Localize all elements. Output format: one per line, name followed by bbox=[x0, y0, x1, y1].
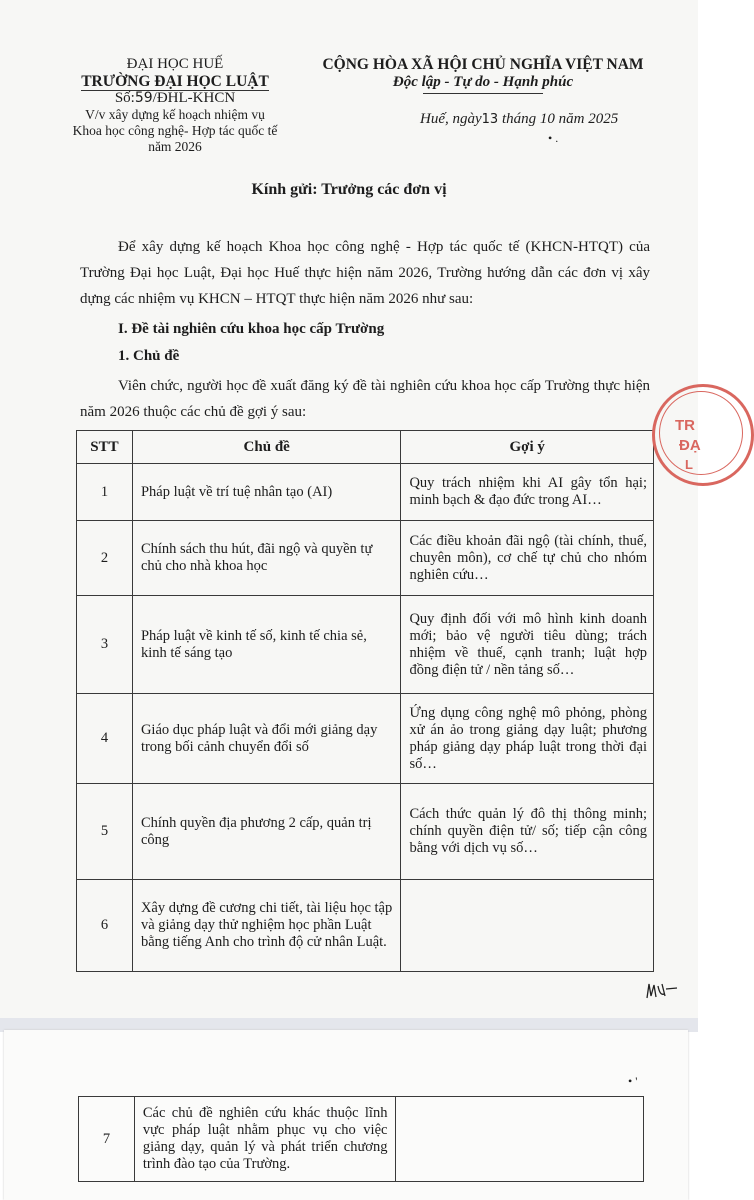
handwritten-number: 59 bbox=[134, 90, 153, 106]
header-hint: Gợi ý bbox=[401, 431, 654, 464]
row-number: 5 bbox=[77, 784, 133, 880]
nation-title: CỘNG HÒA XÃ HỘI CHỦ NGHĨA VIỆT NAM bbox=[322, 56, 644, 73]
row-number: 2 bbox=[77, 521, 133, 596]
ink-marks: • ' bbox=[628, 1074, 638, 1088]
document-number: Số:59/ĐHL-KHCN bbox=[114, 90, 236, 106]
table-row bbox=[77, 784, 654, 880]
header-topic: Chủ đề bbox=[132, 431, 401, 464]
stamp-text-3: L bbox=[685, 457, 693, 472]
table-row bbox=[77, 464, 654, 521]
row-topic: Các chủ đề nghiên cứu khác thuộc lĩnh vực pháp luật nhằm phục vụ cho việc giảng dạy, quản lý và phát triển chương trình đào tạo của Trường. bbox=[134, 1097, 396, 1182]
table-row bbox=[77, 521, 654, 596]
ink-marks: • . bbox=[548, 131, 559, 145]
recipient: Kính gửi: Trưởng các đơn vị bbox=[251, 181, 447, 198]
red-stamp bbox=[652, 384, 754, 486]
row-hint: Quy trách nhiệm khi AI gây tổn hại; minh bạch & đạo đức trong AI… bbox=[401, 464, 654, 521]
initials-signature bbox=[645, 980, 679, 1002]
row-hint: Ứng dụng công nghệ mô phỏng, phòng xử án ảo trong giảng dạy luật; phương pháp giảng dạy pháp luật trong thời đại số… bbox=[401, 694, 654, 784]
header-left bbox=[40, 56, 310, 155]
section-title: I. Đề tài nghiên cứu khoa học cấp Trường bbox=[118, 321, 385, 337]
table-row bbox=[77, 596, 654, 694]
row-hint: Các điều khoản đãi ngộ (tài chính, thuế, chuyên môn), cơ chế tự chủ cho nhóm nghiên cứu… bbox=[401, 521, 654, 596]
motto-underline bbox=[423, 93, 543, 94]
document-page-2 bbox=[4, 1030, 688, 1200]
subject-line-1: V/v xây dựng kế hoạch nhiệm vụ bbox=[85, 107, 265, 122]
row-topic: Xây dựng đề cương chi tiết, tài liệu học tập và giảng dạy thử nghiệm học phần Luật bằng tiếng Anh cho trình độ cử nhân Luật. bbox=[132, 880, 401, 972]
row-hint: Cách thức quản lý đô thị thông minh; chính quyền điện tử/ số; tiếp cận công bằng với dịch vụ số… bbox=[401, 784, 654, 880]
motto: Độc lập - Tự do - Hạnh phúc bbox=[392, 74, 574, 90]
topics-table bbox=[76, 430, 654, 972]
header-right bbox=[318, 56, 648, 94]
header-stt: STT bbox=[77, 431, 133, 464]
stamp-inner-ring bbox=[659, 391, 743, 475]
row-number: 3 bbox=[77, 596, 133, 694]
table-row bbox=[79, 1097, 644, 1182]
row-topic: Giáo dục pháp luật và đổi mới giảng dạy trong bối cảnh chuyển đổi số bbox=[132, 694, 401, 784]
stamp-text-2: ĐẠ bbox=[679, 437, 701, 454]
row-topic: Pháp luật về trí tuệ nhân tạo (AI) bbox=[132, 464, 401, 521]
row-topic: Chính quyền địa phương 2 cấp, quản trị công bbox=[132, 784, 401, 880]
subject-line-2: Khoa học công nghệ- Hợp tác quốc tế bbox=[72, 123, 278, 138]
row-hint: Quy định đối với mô hình kinh doanh mới; bảo vệ người tiêu dùng; trách nhiệm về thuế, cạnh tranh; luật hợp đồng điện tử / nền tảng số… bbox=[401, 596, 654, 694]
table-row bbox=[77, 880, 654, 972]
handwritten-day: 13 bbox=[481, 112, 499, 127]
university-name: ĐẠI HỌC HUẾ bbox=[126, 56, 224, 72]
school-name: TRƯỜNG ĐẠI HỌC LUẬT bbox=[81, 73, 269, 90]
row-number: 7 bbox=[79, 1097, 135, 1182]
row-number: 4 bbox=[77, 694, 133, 784]
table-header-row bbox=[77, 431, 654, 464]
row-number: 1 bbox=[77, 464, 133, 521]
topics-table-continued bbox=[78, 1096, 644, 1182]
table-row bbox=[77, 694, 654, 784]
topic-intro: Viên chức, người học đề xuất đăng ký đề tài nghiên cứu khoa học cấp Trường thực hiện năm 2026 thuộc các chủ đề gợi ý sau: bbox=[80, 378, 650, 420]
stamp-text-1: TR bbox=[675, 417, 695, 434]
subject-line-3: năm 2026 bbox=[148, 139, 202, 154]
issue-date: Huế, ngày13 tháng 10 năm 2025 bbox=[420, 111, 619, 127]
subsection-title: 1. Chủ đề bbox=[118, 348, 180, 364]
row-number: 6 bbox=[77, 880, 133, 972]
intro-paragraph: Để xây dựng kế hoạch Khoa học công nghệ - Hợp tác quốc tế (KHCN-HTQT) của Trường Đại học Luật, Đại học Huế thực hiện năm 2026, Trường hướng dẫn các đơn vị xây dựng các nhiệm vụ KHCN – HTQT thực hiện năm 2026 như sau: bbox=[80, 239, 650, 307]
row-topic: Chính sách thu hút, đãi ngộ và quyền tự chủ cho nhà khoa học bbox=[132, 521, 401, 596]
row-hint bbox=[396, 1097, 644, 1182]
row-hint bbox=[401, 880, 654, 972]
row-topic: Pháp luật về kinh tế số, kinh tế chia sẻ, kinh tế sáng tạo bbox=[132, 596, 401, 694]
